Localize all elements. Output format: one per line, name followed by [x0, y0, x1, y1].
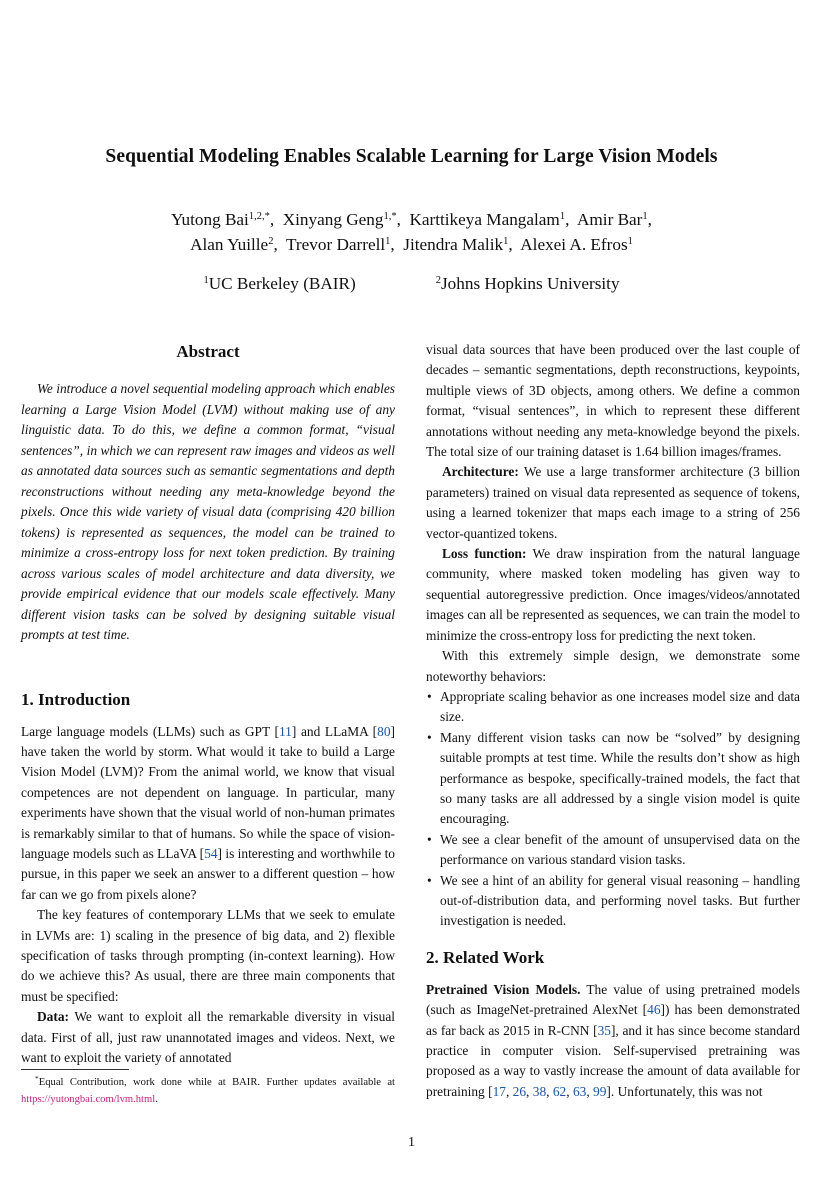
citation-link[interactable]: 99: [593, 1083, 607, 1099]
citation-link[interactable]: 11: [278, 723, 292, 739]
citation-link[interactable]: 38: [532, 1083, 547, 1099]
author-list: [0, 207, 823, 257]
author-affiliation-mark: 1: [627, 236, 633, 247]
left-column: [21, 340, 395, 1068]
behaviors-list: [426, 687, 800, 932]
architecture-paragraph: Architecture: We use a large transformer architecture (3 billion parameters) trained on visual data represented as sequence of tokens, using a learned tokenizer that maps each image to a string of 256 vector-quantized tokens.: [426, 464, 800, 541]
intro-paragraph-1: Large language models (LLMs) such as GPT [11] and LLaMA [80] have taken the world by storm. What would it take to build a Large Vision Model (LVM)? From the animal world, we know that visual competences are not dependent on language. In particular, many experiments have shown that the visual world of non-human primates is remarkably similar to that of humans. So while the space of vision-language models such as LLaVA [54] is interesting and worthwhile to pursue, in this paper we seek an answer to a different question – how far can we go from pixels alone?: [21, 723, 395, 902]
loss-lead: Loss function:: [442, 546, 527, 562]
affiliation-1-name: UC Berkeley (BAIR): [208, 274, 356, 293]
list-item: • Many different vision tasks can now be “solved” by designing suitable prompts at test time. While the results don’t show as high performance as bespoke, specifically-trained models, the fact that so many tasks are all addressed by a single vision model is quite encouraging.: [426, 728, 800, 830]
right-column: [426, 340, 800, 1102]
author-line-2: [0, 232, 823, 257]
author-name: Xinyang Geng: [282, 210, 384, 229]
citation-link[interactable]: 54: [204, 845, 218, 861]
author-separator: ,: [565, 210, 578, 229]
affiliation-2-name: Johns Hopkins University: [440, 274, 620, 293]
author-affiliation-mark: 1,2,*: [248, 211, 270, 222]
author-name: Yutong Bai: [171, 210, 249, 229]
author-affiliation-mark: 1: [503, 236, 509, 247]
author-name: Karttikeya Mangalam: [409, 210, 560, 229]
affiliation-1: [203, 274, 355, 294]
author-separator: ,: [647, 210, 652, 229]
affiliations: [0, 274, 823, 294]
author-name: Amir Bar: [577, 210, 643, 229]
author-separator: ,: [273, 235, 287, 254]
author-affiliation-mark: 1,*: [383, 211, 397, 222]
author-affiliation-mark: 1: [385, 236, 391, 247]
abstract-heading: Abstract: [176, 342, 240, 361]
intro-data-paragraph: Data: We want to exploit all the remarkable diversity in visual data. First of all, just raw unannotated images and videos. Next, we want to exploit the variety of annotated: [21, 1009, 395, 1065]
author-affiliation-mark: 2: [268, 236, 274, 247]
citation-link[interactable]: 80: [377, 723, 391, 739]
footnote: *Equal Contribution, work done while at BAIR. Further updates available at https://yutongbai.com/lvm.html.: [21, 1074, 395, 1105]
author-affiliation-mark: 1: [642, 211, 648, 222]
intro-heading: 1. Introduction: [21, 689, 131, 709]
author-affiliation-mark: 1: [559, 211, 566, 222]
pretrained-paragraph: Pretrained Vision Models. The value of using pretrained models (such as ImageNet-pretrained AlexNet [46]) has been demonstrated as far back as 2015 in R-CNN [35], and it has since become standard practice in computer vision. Self-supervised pretraining was proposed as a way to vastly increase the amount of data available for pretraining [17, 26, 38, 62, 63, 99]. Unfortunately, this was not: [426, 981, 801, 1099]
affiliation-2-mark: 2: [435, 275, 441, 286]
affiliation-1-mark: 1: [203, 275, 209, 286]
citation-link[interactable]: 35: [597, 1022, 611, 1038]
loss-paragraph: Loss function: We draw inspiration from the natural language community, where masked token modeling has given way to sequential autoregressive prediction. Once images/videos/annotated images can all be represented as sequences, we can train the model to minimize the cross-entropy loss for predicting the next token.: [426, 546, 800, 643]
affiliation-2: [436, 274, 620, 294]
behaviors-intro: With this extremely simple design, we demonstrate some noteworthy behaviors:: [426, 648, 800, 684]
list-item: • We see a hint of an ability for general visual reasoning – handling out-of-distribution data, and performing novel tasks. But further investigation is needed.: [426, 871, 800, 932]
page-number: 1: [408, 1135, 415, 1150]
footnote-mark: *: [35, 1074, 39, 1083]
architecture-lead: Architecture:: [442, 464, 519, 480]
citation-link[interactable]: 63: [572, 1083, 587, 1099]
author-name: Trevor Darrell: [286, 235, 386, 254]
list-item: • Appropriate scaling behavior as one increases model size and data size.: [426, 687, 800, 728]
author-separator: ,: [508, 235, 521, 254]
footnote-rule: [21, 1069, 129, 1070]
author-separator: ,: [269, 210, 283, 229]
author-separator: ,: [390, 235, 404, 254]
citation-link[interactable]: 62: [552, 1083, 567, 1099]
intro-paragraph-2: The key features of contemporary LLMs that we seek to emulate in LVMs are: 1) scaling in the presence of big data, and 2) flexible specification of tasks through prompting (in-context learning). How do we achieve this? As usual, there are three main components that must be specified:: [21, 907, 395, 1004]
author-name: Jitendra Malik: [403, 235, 504, 254]
project-url-link[interactable]: https://yutongbai.com/lvm.html: [21, 1093, 156, 1105]
author-name: Alexei A. Efros: [520, 235, 628, 254]
list-item: • We see a clear benefit of the amount of unsupervised data on the performance on various standard vision tasks.: [426, 830, 800, 871]
author-name: Alan Yuille: [190, 235, 269, 254]
data-paragraph-continued: visual data sources that have been produced over the last couple of decades – semantic segmentations, depth reconstructions, keypoints, multiple views of 3D objects, among others. We define a common format, “visual sentences”, in which to represent these different annotations without needing any meta-knowledge beyond the pixels. The total size of our training dataset is 1.64 billion images/frames.: [426, 342, 800, 460]
abstract-text: We introduce a novel sequential modeling approach which enables learning a Large Vision Model (LVM) without making use of any linguistic data. To do this, we define a common format, “visual sentences”, in which we can represent raw images and videos as well as annotated data sources such as semantic segmentations and depth reconstructions without needing any meta-knowledge beyond the pixels. Once this wide variety of visual data (comprising 420 billion tokens) is represented as sequences, the model can be trained to minimize a cross-entropy loss for next token prediction. By training across various scales of model architecture and data diversity, we provide empirical evidence that our models scale effectively. Many different vision tasks can be solved by designing suitable visual prompts at test time.: [21, 381, 395, 642]
citation-link[interactable]: 26: [512, 1083, 527, 1099]
data-lead: Data:: [37, 1009, 69, 1025]
paper-title: Sequential Modeling Enables Scalable Learning for Large Vision Models: [105, 146, 718, 167]
author-line-1: [0, 207, 823, 232]
citation-link[interactable]: 17: [492, 1083, 506, 1099]
author-separator: ,: [396, 210, 410, 229]
related-work-heading: 2. Related Work: [426, 947, 545, 967]
pretrained-lead: Pretrained Vision Models.: [426, 981, 581, 997]
citation-link[interactable]: 46: [647, 1002, 661, 1018]
